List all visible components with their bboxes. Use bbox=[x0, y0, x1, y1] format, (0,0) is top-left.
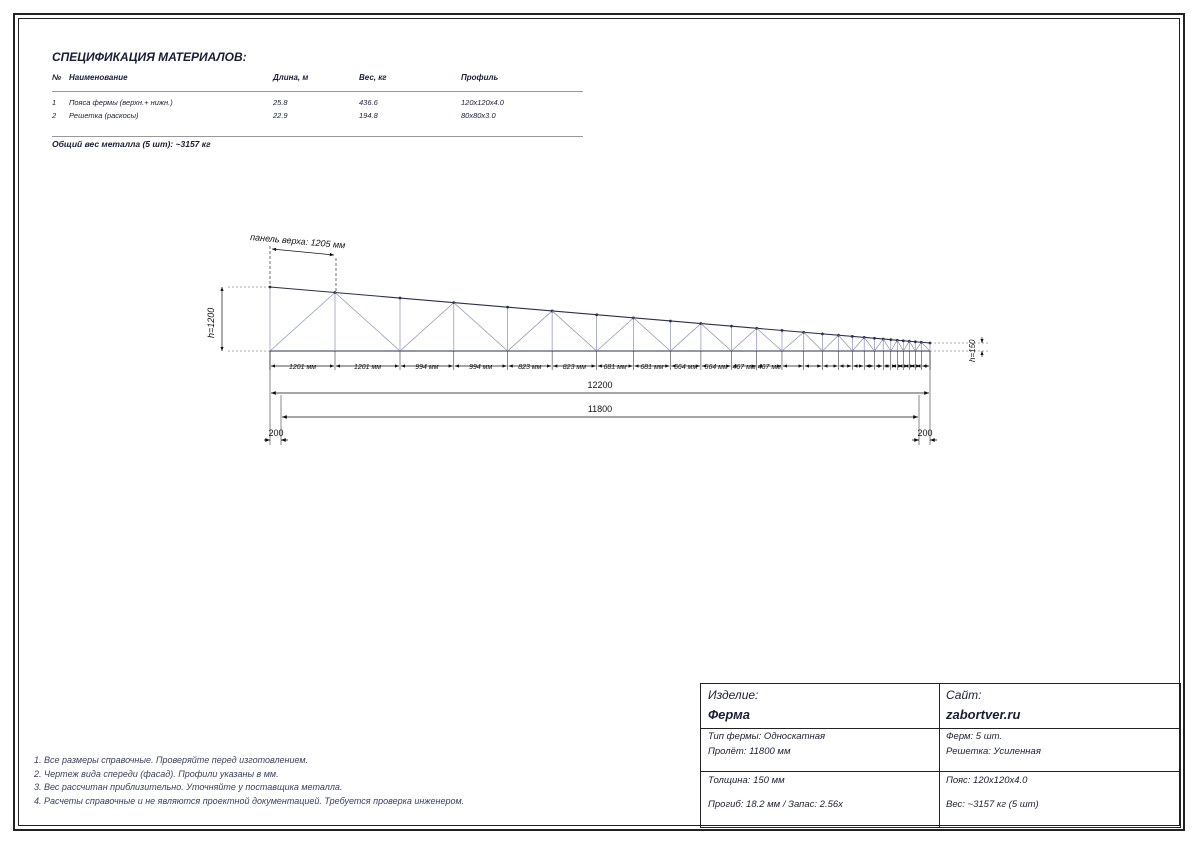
spec-row-1-weight: 436.6 bbox=[359, 98, 378, 107]
truss-node bbox=[873, 337, 876, 340]
truss-diagonal bbox=[822, 335, 838, 351]
spec-row-2-weight: 194.8 bbox=[359, 111, 378, 120]
panel-dim-label: 823 мм bbox=[518, 364, 542, 371]
truss-node bbox=[669, 320, 672, 323]
chord-profile: Пояс: 120x120x4.0 bbox=[946, 775, 1028, 786]
spec-total-weight: Общий вес металла (5 шт): ~3157 кг bbox=[52, 139, 211, 149]
notes-block bbox=[34, 754, 464, 808]
truss-diagonal bbox=[915, 342, 921, 351]
spec-header-length: Длина, м bbox=[273, 73, 309, 82]
panel-dim-label: 681 мм bbox=[603, 364, 627, 371]
product-value: Ферма bbox=[708, 707, 750, 722]
title-block-hdivider-2 bbox=[700, 771, 1181, 772]
truss-type: Тип фермы: Односкатная bbox=[708, 731, 826, 742]
truss-diagonal bbox=[552, 311, 597, 351]
truss-diagonal bbox=[921, 342, 930, 351]
truss-node bbox=[595, 313, 598, 316]
spec-row-2-name: Решетка (раскосы) bbox=[69, 111, 139, 120]
truss-diagonal bbox=[757, 328, 782, 351]
truss-diagonal bbox=[903, 341, 909, 351]
truss-diagonal bbox=[335, 293, 400, 351]
truss-diagonal bbox=[508, 311, 553, 351]
truss-diagonal bbox=[883, 339, 891, 351]
truss-span: Пролёт: 11800 мм bbox=[708, 746, 791, 757]
truss-node bbox=[889, 338, 892, 341]
height-right-label: h=150 bbox=[968, 339, 977, 362]
deflection: Прогиб: 18.2 мм / Запас: 2.56x bbox=[708, 799, 843, 810]
spec-row-1-num: 1 bbox=[52, 98, 57, 107]
spec-row-2-profile: 80x80x3.0 bbox=[461, 111, 496, 120]
truss-dimensions bbox=[264, 246, 937, 445]
note-2: 2. Чертеж вида спереди (фасад). Профили указаны в мм. bbox=[34, 768, 279, 779]
truss-node bbox=[902, 339, 905, 342]
truss-diagonal bbox=[874, 339, 883, 351]
truss-diagonal bbox=[891, 340, 898, 351]
spec-header-name: Наименование bbox=[69, 73, 128, 82]
truss-diagonal bbox=[731, 328, 756, 351]
panel-dim-label: 564 мм bbox=[704, 364, 728, 371]
overhang-left-label: 200 bbox=[268, 428, 284, 438]
truss-diagonal bbox=[670, 324, 701, 351]
truss-diagonal bbox=[864, 337, 874, 351]
panel-dim-label: 823 мм bbox=[562, 364, 587, 371]
spec-row-1-length: 25.8 bbox=[273, 98, 288, 107]
panel-dim-label: 1201 мм bbox=[288, 364, 317, 371]
truss-diagonal bbox=[897, 340, 903, 351]
lattice-type: Решетка: Усиленная bbox=[946, 746, 1041, 757]
panel-dim-label: 564 мм bbox=[674, 364, 698, 371]
truss-node bbox=[821, 332, 824, 335]
truss-diagonal bbox=[634, 318, 671, 351]
truss-diagonal bbox=[782, 332, 804, 351]
overall-dim-label: 12200 bbox=[587, 380, 613, 390]
total-weight-tb: Вес: ~3157 кг (5 шт) bbox=[946, 799, 1039, 810]
truss-node bbox=[506, 306, 509, 309]
truss-node bbox=[914, 340, 917, 343]
title-block-hdivider-1 bbox=[700, 728, 1181, 729]
spec-title: СПЕЦИФИКАЦИЯ МАТЕРИАЛОВ: bbox=[52, 50, 247, 64]
height-left-label: h=1200 bbox=[206, 307, 216, 338]
truss-diagonal bbox=[838, 335, 852, 351]
panel-dim-label: 994 мм bbox=[469, 364, 493, 371]
top-chord bbox=[270, 287, 930, 343]
spec-row-1-profile: 120x120x4.0 bbox=[461, 98, 504, 107]
spec-header-num: № bbox=[52, 73, 62, 82]
spec-header-weight: Вес, кг bbox=[359, 73, 387, 82]
product-label: Изделие: bbox=[708, 688, 759, 702]
top-panel-dim-line bbox=[272, 249, 334, 255]
truss-diagonal bbox=[454, 303, 508, 351]
site-value: zabortver.ru bbox=[946, 707, 1021, 722]
panel-dim-label: 1201 мм bbox=[353, 364, 382, 371]
thickness: Толщина: 150 мм bbox=[708, 775, 785, 786]
panel-dim-label: 681 мм bbox=[640, 364, 664, 371]
note-3: 3. Вес рассчитан приблизительно. Уточняйте у поставщика металла. bbox=[34, 782, 343, 792]
site-label: Сайт: bbox=[946, 688, 982, 702]
truss-diagonal bbox=[804, 332, 823, 351]
spec-row-2-length: 22.9 bbox=[273, 111, 288, 120]
panel-dim-label: 467 мм bbox=[757, 364, 781, 371]
truss-diagonal bbox=[400, 303, 454, 351]
truss-node bbox=[896, 339, 899, 342]
truss-node bbox=[851, 335, 854, 338]
truss-diagonal bbox=[597, 318, 634, 351]
spec-header-profile: Профиль bbox=[461, 73, 499, 82]
truss-lines bbox=[222, 286, 988, 357]
top-panel-label: панель верха: 1205 мм bbox=[249, 232, 346, 251]
truss-node bbox=[781, 329, 784, 332]
truss-node bbox=[399, 297, 402, 300]
title-block-vdivider bbox=[939, 683, 940, 828]
note-1: 1. Все размеры справочные. Проверяйте перед изготовлением. bbox=[34, 755, 309, 765]
spec-row-1-name: Пояса фермы (верхн.+ нижн.) bbox=[69, 98, 173, 107]
note-4: 4. Расчеты справочные и не являются проектной документацией. Требуется проверка инженером. bbox=[34, 795, 465, 806]
truss-count: Ферм: 5 шт. bbox=[946, 731, 1003, 742]
overhang-right-label: 200 bbox=[917, 428, 933, 438]
truss-diagonal bbox=[852, 337, 864, 351]
panel-dim-label: 994 мм bbox=[415, 364, 439, 371]
span-dim-label: 11800 bbox=[587, 404, 613, 414]
truss-diagonal bbox=[701, 324, 732, 351]
truss-diagonal bbox=[270, 293, 335, 351]
panel-dim-label: 467 мм bbox=[732, 364, 756, 371]
spec-row-2-num: 2 bbox=[52, 111, 57, 120]
truss-node bbox=[730, 325, 733, 328]
